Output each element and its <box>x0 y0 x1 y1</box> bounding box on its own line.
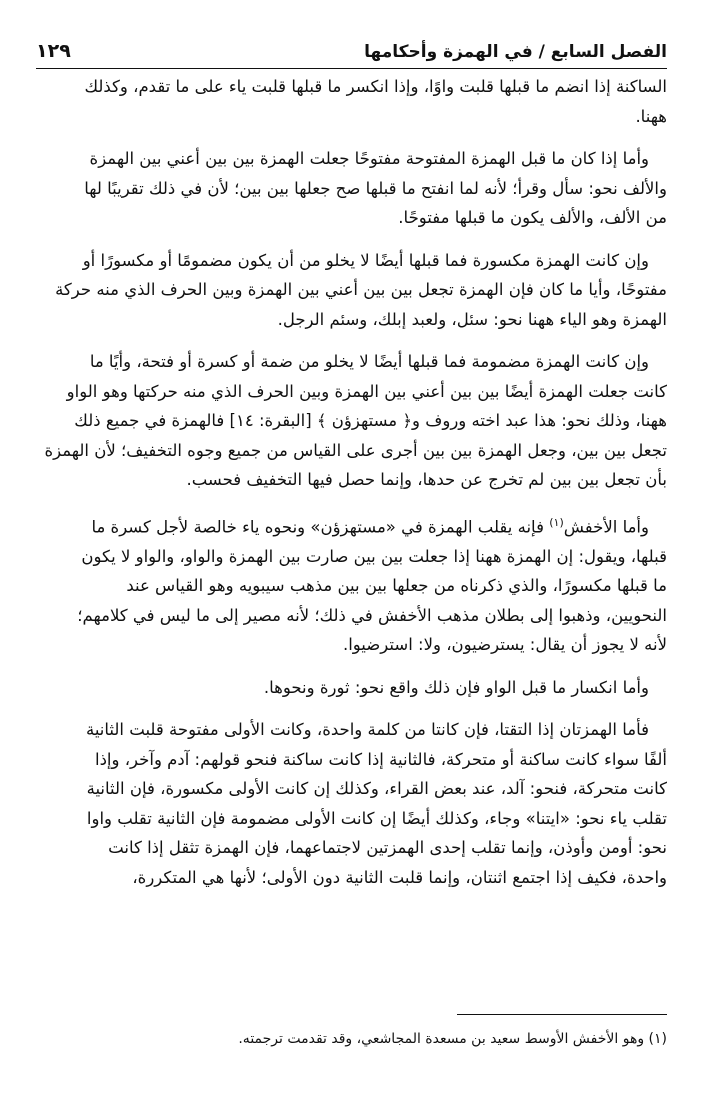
footnote-divider <box>457 1014 667 1015</box>
page-number: ١٢٩ <box>36 40 71 62</box>
footnote-reference[interactable]: (١) <box>549 515 564 529</box>
text-line: الهمزة وهو الياء ههنا نحو: سئل، ولعبد إبلك، وسئم الرجل. <box>277 309 667 329</box>
text-line: وأما إذا كان ما قبل الهمزة المفتوحة مفتوحًا جعلت الهمزة بين بين أعني بين الهمزة <box>89 149 649 168</box>
text-line: وإن كانت الهمزة مكسورة فما قبلها أيضًا لا يخلو من أن يكون مضمومًا أو مكسورًا أو <box>82 250 649 270</box>
text-line: ههنا، وذلك نحو: هذا عبد اخته وروف و﴿ مستهزؤن ﴾ [البقرة: ١٤] فالهمزة في جميع ذلك <box>74 411 667 430</box>
chapter-title: الفصل السابع / في الهمزة وأحكامها <box>364 42 667 62</box>
text-line: تجعل بين بين، وجعل الهمزة بين بين أجرى على القياس من جميع وجوه التخفيف؛ لأن الهمزة <box>44 440 667 460</box>
body-text <box>36 72 667 892</box>
text-line: ألفًا سواء كانت ساكنة أو متحركة، فالثانية إذا كانت ساكنة فنحو قولهم: آدم وآخر، وإذا <box>95 749 667 769</box>
text-line: تقلب ياء نحو: «ايتنا» وجاء، وكذلك أيضًا إن كانت الأولى مضمومة فإن الثانية تقلب واوا <box>86 808 667 828</box>
text-line <box>36 508 667 542</box>
text-line: قبلها، ويقول: إن الهمزة ههنا إذا جعلت بين بين صارت بين الهمزة والواو، والواو لا يكون <box>81 546 667 566</box>
text-fragment: فإنه يقلب الهمزة في «مستهزؤن» ونحوه ياء خالصة لأجل كسرة ما <box>91 517 544 536</box>
text-line: وأما انكسار ما قبل الواو فإن ذلك واقع نحو: ثورة ونحوها. <box>263 677 649 697</box>
text-line: الساكنة إذا انضم ما قبلها قلبت واوًا، وإذا انكسر ما قبلها قلبت ياء على ما تقدم، وكذلك <box>84 77 667 96</box>
text-line: ما قبلها مكسورًا، والذي ذكرناه من جعلها بين بين مذهب سيبويه وهو القياس عند <box>126 576 667 595</box>
footnote: (١) وهو الأخفش الأوسط سعيد بن مسعدة المجاشعي، وقد تقدمت ترجمته. <box>238 1031 667 1047</box>
text-line: والألف نحو: سأل وقرأ؛ لأنه لما انفتح ما قبلها صح جعلها بين بين؛ لأن في ذلك تقريبًا لها <box>84 178 667 198</box>
text-fragment: وأما الأخفش <box>563 517 649 536</box>
text-line: من الألف، والألف يكون ما قبلها مفتوحًا. <box>398 208 667 227</box>
text-line: كانت جعلت الهمزة أيضًا بين بين أعني بين الهمزة وبين الحرف الذي منه حركتها وهو الواو <box>66 381 667 401</box>
text-line: فأما الهمزتان إذا التقتا، فإن كانتا من كلمة واحدة، وكانت الأولى مفتوحة قلبت الثانية <box>85 720 649 739</box>
text-line: بأن تجعل بين بين لم تخرج عن حدها، وإنما حصل فيها التخفيف فحسب. <box>186 470 667 489</box>
running-header <box>36 30 667 69</box>
text-line: وإن كانت الهمزة مضمومة فما قبلها أيضًا لا يخلو من ضمة أو كسرة أو فتحة، وأيًا ما <box>89 352 649 371</box>
text-line: نحو: أومن وأوذن، وإنما تقلب إحدى الهمزتين لاجتماعهما، فإن الهمزة تثقل إذا كانت <box>108 838 667 857</box>
text-line: كانت متحركة، فنحو: آلد، عند بعض القراء، وكذلك إن كانت الأولى مكسورة، فإن الثانية <box>86 779 667 798</box>
text-line: واحدة، فكيف إذا اجتمع اثنتان، وإنما قلبت الثانية دون الأولى؛ لأنها هي المتكررة، <box>132 867 667 887</box>
text-line: النحويين، وذهبوا إلى بطلان مذهب الأخفش في ذلك؛ لأنه مصير إلى ما ليس في كلامهم؛ <box>77 605 667 625</box>
text-line: لأنه لا يجوز أن يقال: يسترضيون، ولا: استرضيوا. <box>342 635 667 654</box>
text-line: ههنا. <box>635 106 667 126</box>
text-line: مفتوحًا، وأيا ما كان فإن الهمزة تجعل بين بين أعني بين الهمزة وبين الحرف الذي منه حركة <box>55 280 667 299</box>
